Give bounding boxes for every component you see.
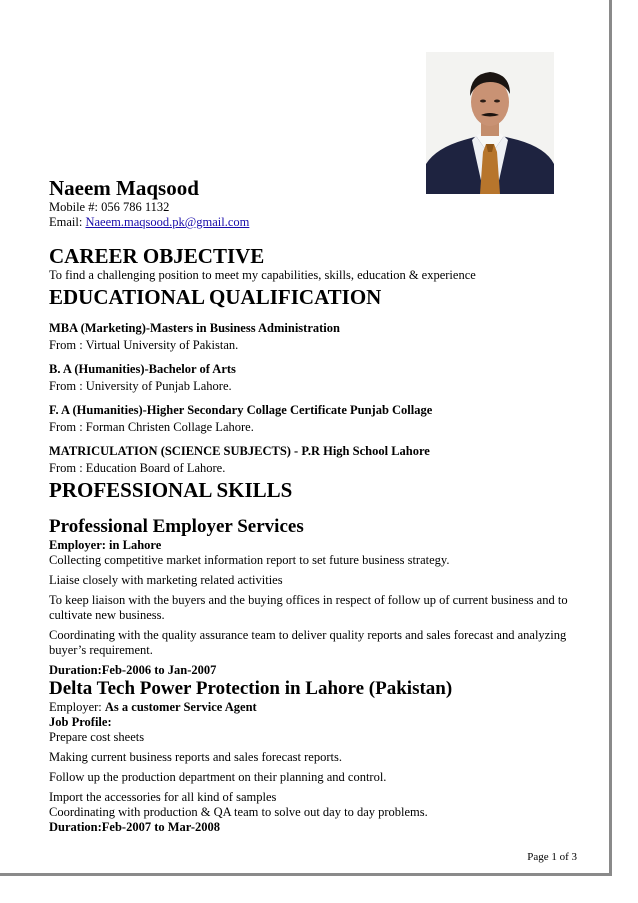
job-duty: Import the accessories for all kind of samples [49, 790, 277, 804]
job-company: Delta Tech Power Protection in Lahore (Pakistan) [49, 678, 453, 699]
candidate-name: Naeem Maqsood [49, 176, 199, 200]
job-company: Professional Employer Services [49, 516, 304, 537]
job-duty: Follow up the production department on their planning and control. [49, 770, 387, 784]
education-title: MBA (Marketing)-Masters in Business Administration [49, 321, 340, 335]
email-line [49, 215, 579, 230]
page-number: Page 1 of 3 [527, 851, 577, 863]
job-duty: Coordinating with production & QA team to solve out day to day problems. [49, 805, 428, 819]
job-employer-label: Employer: [49, 700, 105, 714]
education-title: B. A (Humanities)-Bachelor of Arts [49, 362, 236, 376]
person-portrait-icon [426, 52, 554, 194]
education-institute: From : Virtual University of Pakistan. [49, 338, 239, 352]
education-heading: EDUCATIONAL QUALIFICATION [49, 285, 382, 309]
job-duty: Liaise closely with marketing related activities [49, 573, 283, 587]
job-employer: Employer: in Lahore [49, 538, 162, 552]
education-title: MATRICULATION (SCIENCE SUBJECTS) - P.R High School Lahore [49, 444, 430, 458]
education-institute: From : Education Board of Lahore. [49, 461, 226, 475]
career-objective-heading: CAREER OBJECTIVE [49, 244, 265, 268]
career-objective-text: To find a challenging position to meet my capabilities, skills, education & experience [49, 268, 476, 282]
profile-photo [426, 52, 554, 194]
mobile-number: Mobile #: 056 786 1132 [49, 200, 170, 214]
job-profile-heading: Job Profile: [49, 715, 112, 729]
job-employer-line [49, 700, 579, 715]
resume-content [49, 176, 579, 835]
job-employer-role: As a customer Service Agent [104, 700, 257, 714]
email-label: Email: [49, 215, 86, 229]
job-duty: Prepare cost sheets [49, 730, 145, 744]
email-link[interactable]: Naeem.maqsood.pk@gmail.com [85, 215, 250, 229]
education-title: F. A (Humanities)-Higher Secondary Collage Certificate Punjab Collage [49, 403, 433, 417]
job-duty: Making current business reports and sales forecast reports. [49, 750, 342, 764]
education-institute: From : University of Punjab Lahore. [49, 379, 232, 393]
job-duty: To keep liaison with the buyers and the buying offices in respect of follow up of current business and to cultivate new business. [49, 593, 568, 622]
job-duty: Collecting competitive market information report to set future business strategy. [49, 553, 450, 567]
job-duration: Duration:Feb-2006 to Jan-2007 [49, 663, 217, 677]
professional-skills-heading: PROFESSIONAL SKILLS [49, 478, 293, 502]
education-institute: From : Forman Christen Collage Lahore. [49, 420, 254, 434]
job-duration: Duration:Feb-2007 to Mar-2008 [49, 820, 221, 834]
job-duty: Coordinating with the quality assurance team to deliver quality reports and sales forecast and analyzing buyer’s requirement. [49, 628, 567, 657]
